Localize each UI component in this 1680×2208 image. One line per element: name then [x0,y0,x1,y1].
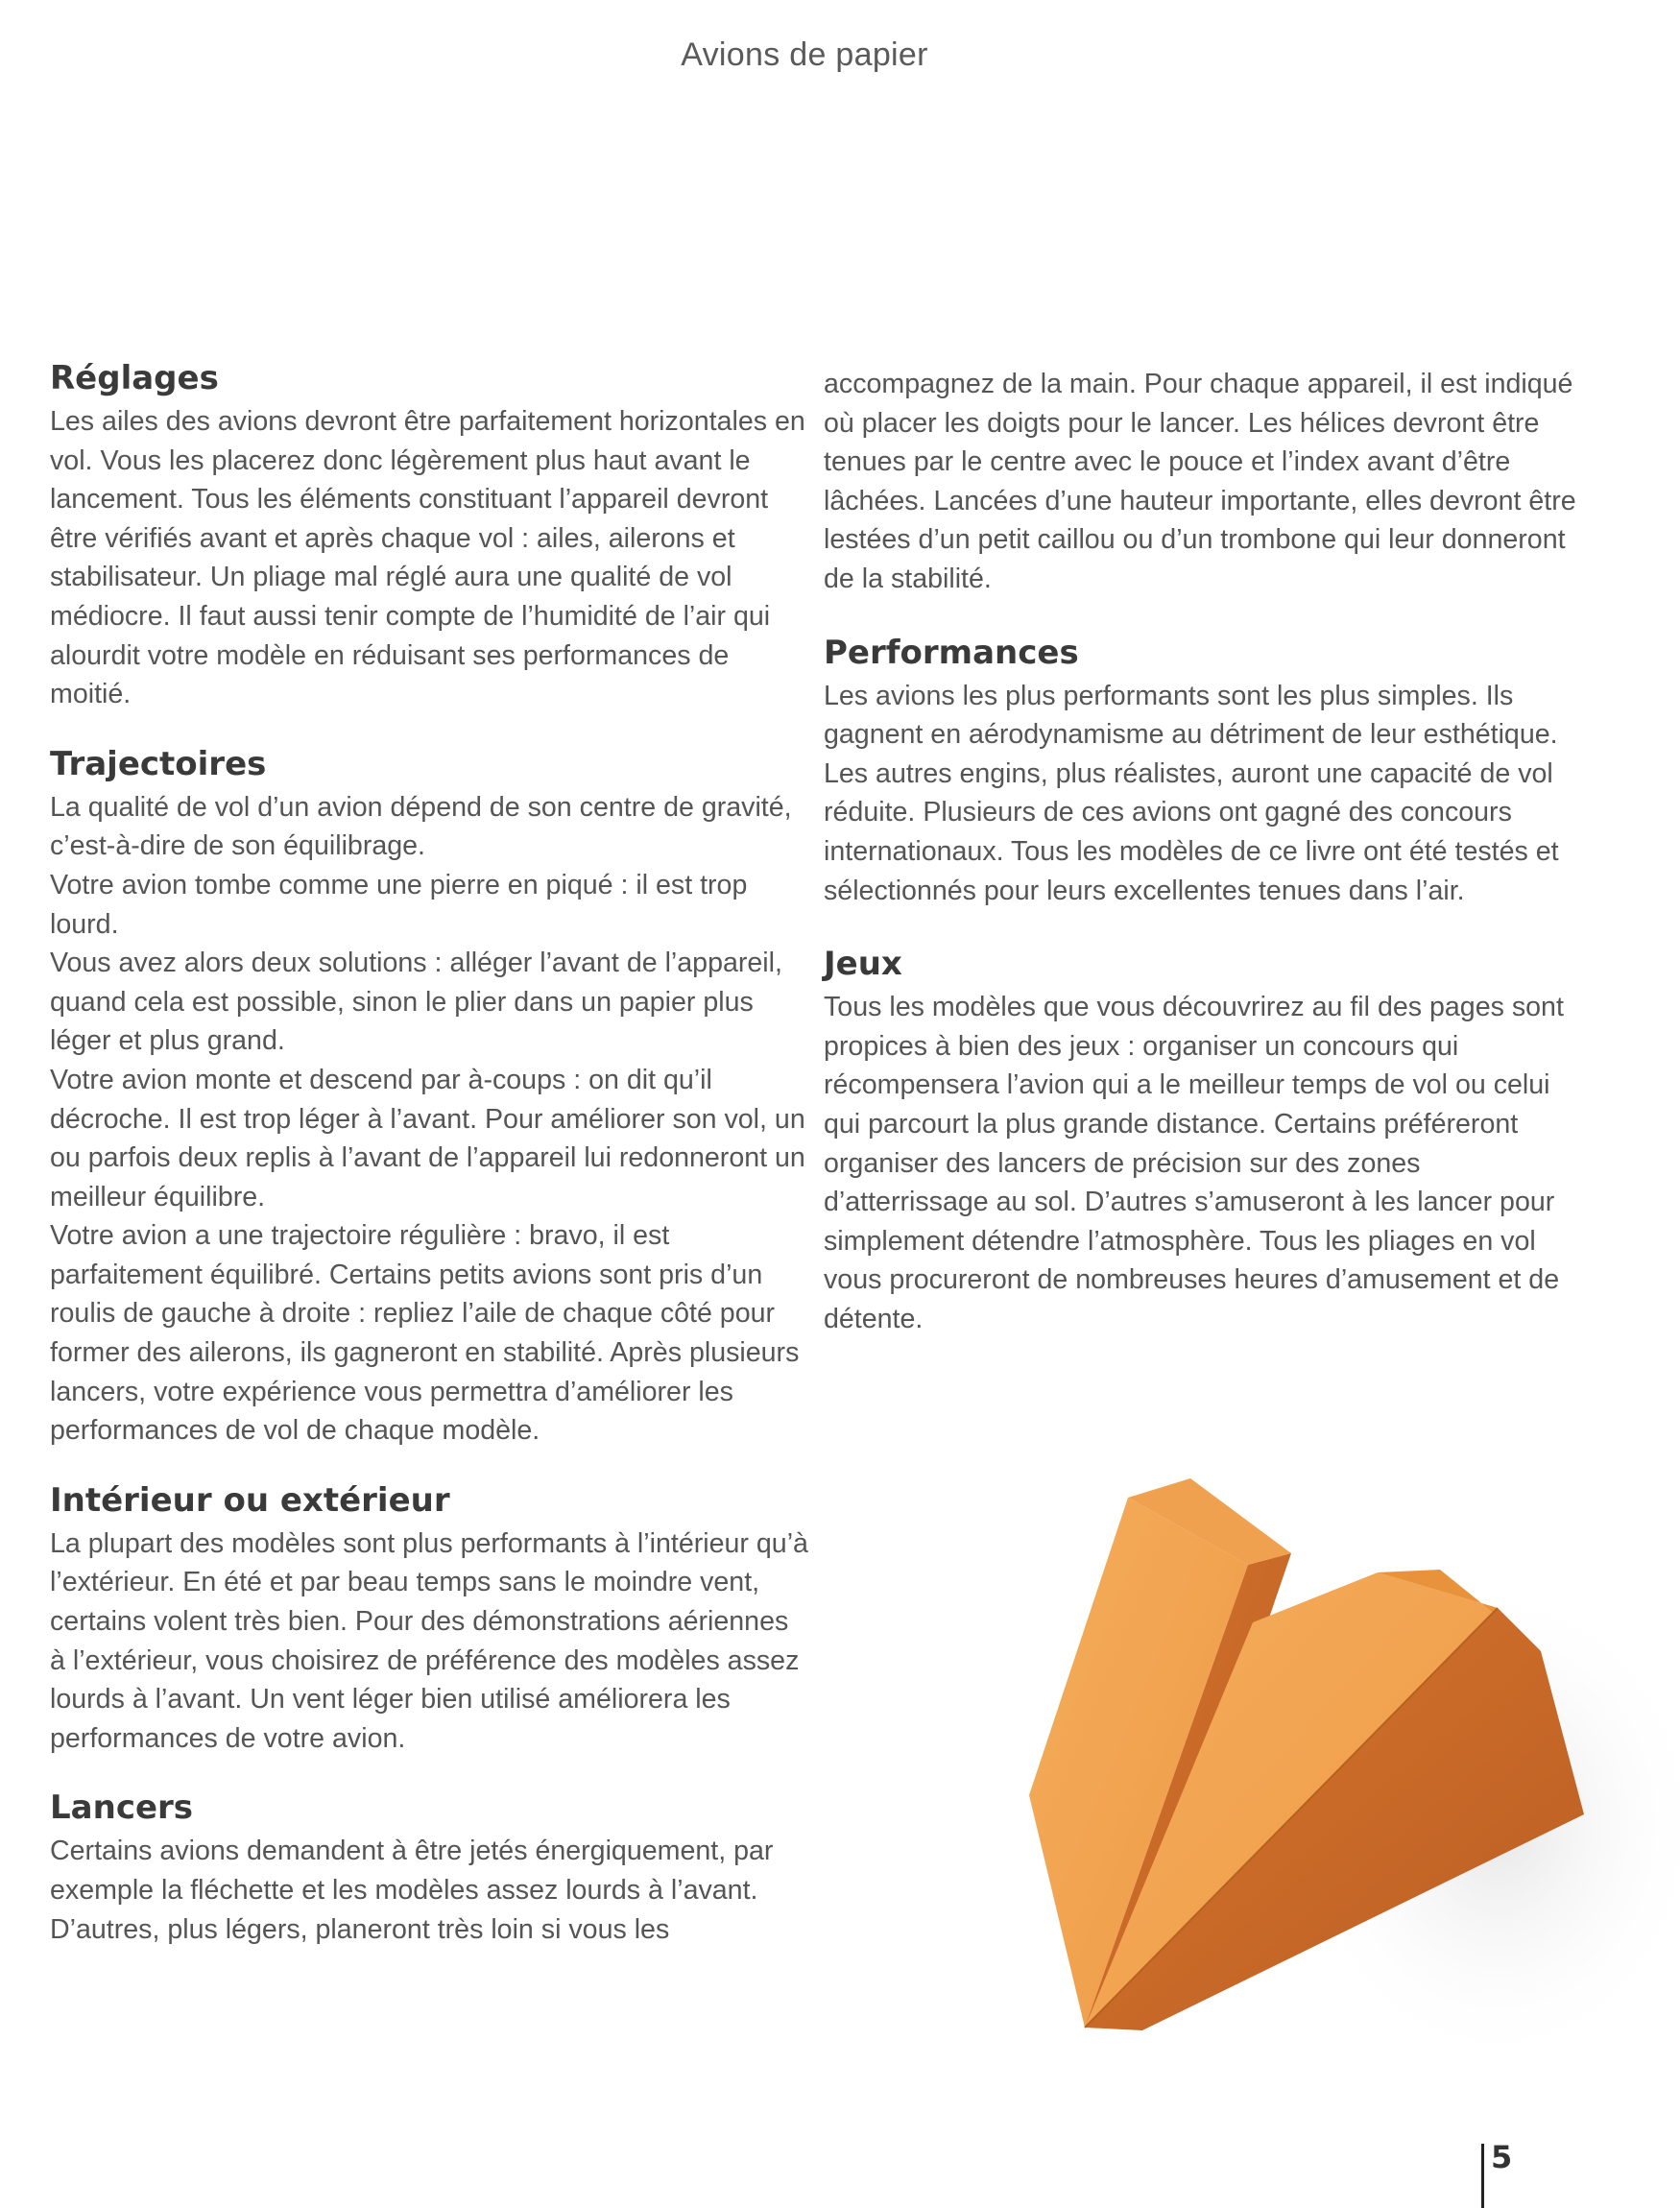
paragraph: Les avions les plus performants sont les plus simples. Ils gagnent en aérodynamisme au détriment de leur esthétique. Les autres engins, plus réalistes, auront une capacité de vol réduite. Plusieurs de ces avions ont gagné des concours internationaux. Tous les modèles de ce livre ont été testés et sélectionnés pour leurs excellentes tenues dans l’air. [824,680,1559,906]
paragraph: Vous avez alors deux solutions : alléger l’avant de l’appareil, quand cela est possible, sinon le plier dans un papier plus léger et plus grand. [50,948,782,1057]
section-lancers [50,1787,808,1949]
section-heading: Lancers [50,1788,194,1828]
section-performances [824,632,1582,911]
paragraph: La plupart des modèles sont plus performants à l’intérieur qu’à l’extérieur. En été et par beau temps sans le moindre vent, certains volent très bien. Pour des démonstrations aériennes à l’extérieur, vous choisirez de préférence des modèles assez lourds à l’avant. Un vent léger bien utilisé améliorera les performances de votre avion. [50,1527,808,1754]
section-trajectoires [50,743,808,1451]
section-heading: Jeux [824,945,902,984]
paragraph: Votre avion tombe comme une pierre en piqué : il est trop lourd. [50,869,748,940]
paper-plane-illustration [998,1478,1680,2054]
paragraph: Tous les modèles que vous découvrirez au fil des pages sont propices à bien des jeux : organiser un concours qui récompensera l’avion qui a le meilleur temps de vol ou celui qui parcourt la plus grande distance. Certains préféreront organiser des lancers de précision sur des zones d’atterrissage au sol. D’autres s’amuseront à les lancer pour simplement détendre l’atmosphère. Tous les pliages en vol vous procureront de nombreuses heures d’amusement et de détente. [824,992,1564,1334]
section-heading: Trajectoires [50,744,267,783]
section-reglages [50,357,808,714]
paragraph: Votre avion monte et descend par à-coups : on dit qu’il décroche. Il est trop léger à l’avant. Pour améliorer son vol, un ou parfois deux replis à l’avant de l’appareil lui redonneront un meilleur équilibre. [50,1064,805,1212]
running-header: Avions de papier [681,36,928,73]
paragraph: Certains avions demandent à être jetés énergiquement, par exemple la fléchette et les modèles assez lourds à l’avant. D’autres, plus légers, planeront très loin si vous les [50,1836,774,1945]
page-number: 5 [1491,2139,1513,2175]
paragraph: La qualité de vol d’un avion dépend de son centre de gravité, c’est-à-dire de son équilibrage. [50,791,792,862]
section-heading: Performances [824,633,1079,672]
right-column [824,365,1582,1338]
paragraph: Votre avion a une trajectoire régulière : bravo, il est parfaitement équilibré. Certains petits avions sont pris d’un roulis de gauche à droite : repliez l’aile de chaque côté pour former des ailerons, ils gagneront en stabilité. Après plusieurs lancers, votre expérience vous permettra d’améliorer les performances de vol de chaque modèle. [50,1220,800,1447]
section-jeux [824,943,1582,1338]
section-heading: Réglages [50,359,219,397]
section-interieur-exterieur [50,1479,808,1759]
section-heading: Intérieur ou extérieur [50,1480,450,1520]
left-column [50,357,808,1949]
page-number-rule [1481,2144,1484,2208]
paragraph: Les ailes des avions devront être parfaitement horizontales en vol. Vous les placerez donc légèrement plus haut avant le lancement. Tous les éléments constituant l’appareil devront être vérifiés avant et après chaque vol : ailes, ailerons et stabilisateur. Un pliage mal réglé aura une qualité de vol médiocre. Il faut aussi tenir compte de l’humidité de l’air qui alourdit votre modèle en réduisant ses performances de moitié. [50,406,805,710]
paragraph: accompagnez de la main. Pour chaque appareil, il est indiqué où placer les doigts pour le lancer. Les hélices devront être tenues par le centre avec le pouce et l’index avant d’être lâchées. Lancées d’une hauteur importante, elles devront être lestées d’un petit caillou ou d’un trombone qui leur donneront de la stabilité. [824,369,1576,594]
section-lancers-continued [824,365,1582,599]
